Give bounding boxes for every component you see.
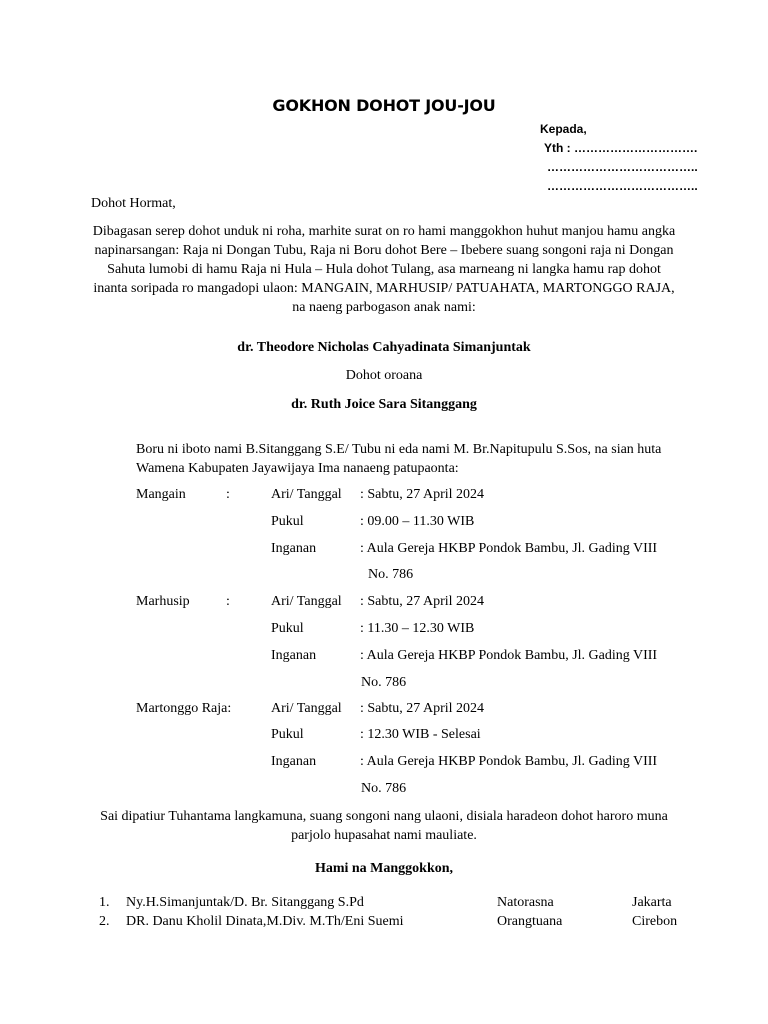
signatory-role: Orangtuana bbox=[497, 914, 563, 929]
signatory-role: Natorasna bbox=[497, 895, 554, 910]
groom-name: dr. Theodore Nicholas Cahyadinata Simanjuntak bbox=[237, 340, 531, 355]
time-value: : 11.30 – 12.30 WIB bbox=[360, 621, 475, 636]
place-value: : Aula Gereja HKBP Pondok Bambu, Jl. Gading VIII bbox=[360, 541, 658, 556]
letter-title: GOKHON DOHOT JOU-JOU bbox=[272, 96, 496, 115]
date-value: : Sabtu, 27 April 2024 bbox=[360, 594, 485, 609]
place-value-cont: No. 786 bbox=[368, 567, 414, 582]
date-value: : Sabtu, 27 April 2024 bbox=[360, 701, 485, 716]
date-label: Ari/ Tanggal bbox=[271, 701, 342, 716]
place-label: Inganan bbox=[271, 648, 317, 663]
event-name: Marhusip bbox=[136, 594, 190, 609]
recipient-block bbox=[540, 120, 698, 196]
signatory-city: Cirebon bbox=[632, 914, 678, 929]
time-label: Pukul bbox=[271, 727, 304, 742]
signatory-name: Ny.H.Simanjuntak/D. Br. Sitanggang S.Pd bbox=[126, 895, 364, 910]
parents-paragraph: Boru ni iboto nami B.Sitanggang S.E/ Tubu ni eda nami M. Br.Napitupulu S.Sos, na sian huta Wamena Kabupaten Jayawijaya Ima nanaeng patupaonta: bbox=[136, 442, 662, 476]
time-label: Pukul bbox=[271, 621, 304, 636]
place-label: Inganan bbox=[271, 754, 317, 769]
time-value: : 09.00 – 11.30 WIB bbox=[360, 514, 475, 529]
place-value-cont: No. 786 bbox=[361, 675, 407, 690]
time-value: : 12.30 WIB - Selesai bbox=[360, 727, 481, 742]
event-colon: : bbox=[226, 487, 230, 502]
recipient-kepada: Kepada, bbox=[540, 122, 587, 136]
date-label: Ari/ Tanggal bbox=[271, 487, 342, 502]
conjunction-text: Dohot oroana bbox=[345, 368, 423, 383]
date-label: Ari/ Tanggal bbox=[271, 594, 342, 609]
bride-name: dr. Ruth Joice Sara Sitanggang bbox=[291, 397, 477, 412]
intro-paragraph: Dibagasan serep dohot unduk ni roha, marhite surat on ro hami manggokhon huhut manjou hamu angka napinarsangan: Raja ni Dongan Tubu, Raja ni Boru dohot Bere – Ibebere suang songoni raja ni Dongan Sahuta lumobi di hamu Raja ni Hula – Hula dohot Tulang, asa marneang ni langka hamu rap dohot inanta soripada ro mangadopi ulaon: MANGAIN, MARHUSIP/ PATUAHATA, MARTONGGO RAJA, na naeng parbogason anak nami: bbox=[92, 224, 676, 315]
place-value: : Aula Gereja HKBP Pondok Bambu, Jl. Gading VIII bbox=[360, 648, 658, 663]
place-value-cont: No. 786 bbox=[361, 781, 407, 796]
salutation: Dohot Hormat, bbox=[91, 196, 176, 211]
date-value: : Sabtu, 27 April 2024 bbox=[360, 487, 485, 502]
signoff: Hami na Manggokkon, bbox=[314, 861, 454, 876]
event-colon: : bbox=[226, 594, 230, 609]
closing-paragraph: Sai dipatiur Tuhantama langkamuna, suang songoni nang ulaoni, disiala haradeon dohot haroro muna parjolo hupasahat nami mauliate. bbox=[100, 809, 668, 843]
recipient-yth: Yth : …………………………. bbox=[544, 141, 698, 155]
signatory-name: DR. Danu Kholil Dinata,M.Div. M.Th/Eni Suemi bbox=[126, 914, 404, 929]
event-name: Martonggo Raja: bbox=[136, 701, 232, 716]
place-label: Inganan bbox=[271, 541, 317, 556]
place-value: : Aula Gereja HKBP Pondok Bambu, Jl. Gading VIII bbox=[360, 754, 658, 769]
recipient-dots-line-2: ……………………………….. bbox=[547, 179, 698, 193]
event-name: Mangain bbox=[136, 487, 186, 502]
signatory-city: Jakarta bbox=[632, 895, 672, 910]
recipient-dots-line-1: ……………………………….. bbox=[547, 160, 698, 174]
signatory-number: 2. bbox=[99, 914, 110, 929]
time-label: Pukul bbox=[271, 514, 304, 529]
signatory-number: 1. bbox=[99, 895, 110, 910]
